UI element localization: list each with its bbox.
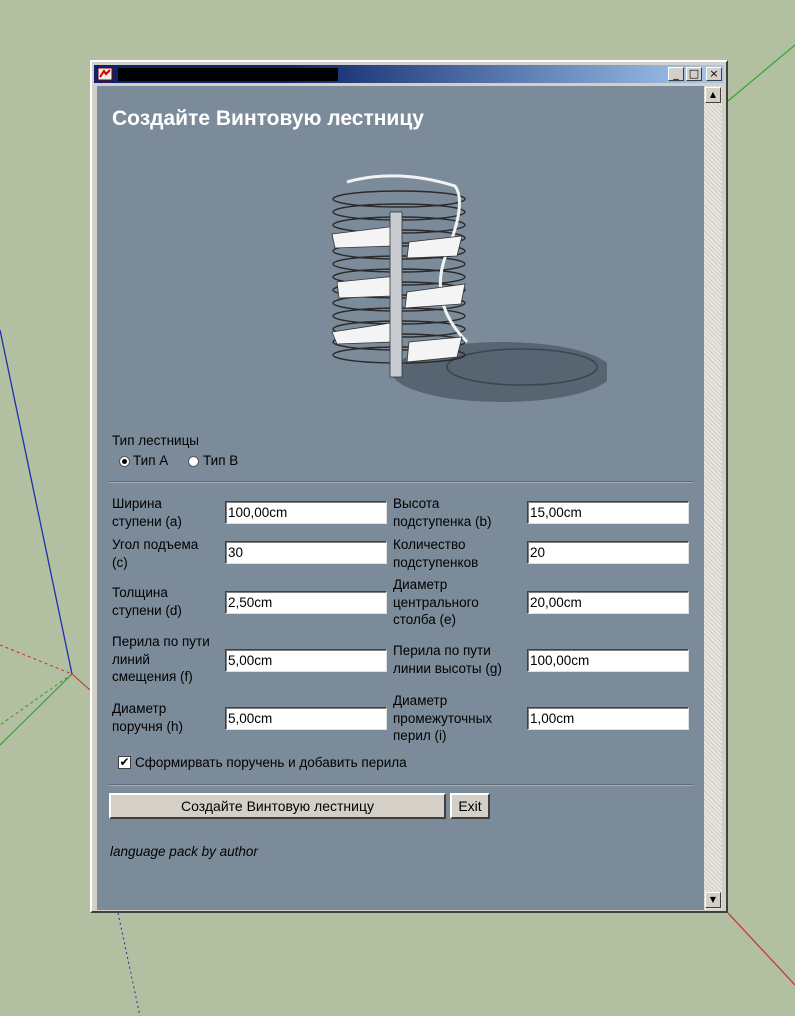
width-input[interactable] [225, 501, 387, 524]
maximize-button[interactable]: □ [686, 67, 702, 81]
page-title: Создайте Винтовую лестницу [112, 107, 424, 130]
title-bar[interactable] [94, 65, 724, 83]
thickness-label: Толщина ступени (d) [112, 585, 182, 618]
angle-label: Угол подъема (c) [112, 537, 199, 570]
exit-button[interactable]: Exit [450, 793, 490, 819]
handrail-diameter-label: Диаметр поручня (h) [112, 701, 183, 734]
radio-type-a[interactable] [119, 456, 130, 467]
height-railing-input[interactable] [527, 649, 689, 672]
dialog-window [90, 60, 728, 913]
radio-type-a-label[interactable]: Тип A [133, 453, 169, 468]
radio-type-b[interactable] [188, 456, 199, 467]
riser-count-label: Количество подступенков [393, 537, 479, 570]
handrail-checkbox[interactable]: ✔ [119, 755, 130, 769]
width-label: Ширина ступени (a) [112, 496, 182, 529]
scroll-down-icon[interactable]: ▼ [705, 892, 721, 908]
create-staircase-button[interactable]: Создайте Винтовую лестницу [109, 793, 446, 819]
offset-railing-input[interactable] [225, 649, 387, 672]
minimize-button[interactable]: _ [668, 67, 684, 81]
credit-text: language pack by author [110, 844, 258, 859]
riser-height-input[interactable] [527, 501, 689, 524]
column-diameter-label: Диаметр центрального столба (e) [393, 577, 479, 627]
baluster-diameter-label: Диаметр промежуточных перил (i) [393, 693, 493, 743]
close-button[interactable]: × [706, 67, 722, 81]
riser-height-label: Высота подступенка (b) [393, 496, 492, 529]
angle-input[interactable] [225, 541, 387, 564]
column-diameter-input[interactable] [527, 591, 689, 614]
riser-count-input[interactable] [527, 541, 689, 564]
stair-type-label: Тип лестницы [112, 433, 200, 448]
scroll-up-icon[interactable]: ▲ [705, 87, 721, 103]
vertical-scrollbar[interactable] [704, 86, 722, 910]
dialog-content [97, 86, 704, 910]
window-title [118, 68, 338, 81]
app-icon[interactable] [97, 66, 113, 82]
handrail-diameter-input[interactable] [225, 707, 387, 730]
spiral-staircase-image [327, 172, 607, 412]
height-railing-label: Перила по пути линии высоты (g) [393, 643, 502, 676]
handrail-checkbox-label[interactable]: Сформирвать поручень и добавить перила [135, 755, 407, 770]
baluster-diameter-input[interactable] [527, 707, 689, 730]
divider [109, 784, 693, 786]
thickness-input[interactable] [225, 591, 387, 614]
radio-type-b-label[interactable]: Тип B [203, 453, 239, 468]
offset-railing-label: Перила по пути линий смещения (f) [112, 634, 210, 684]
divider [109, 481, 693, 483]
